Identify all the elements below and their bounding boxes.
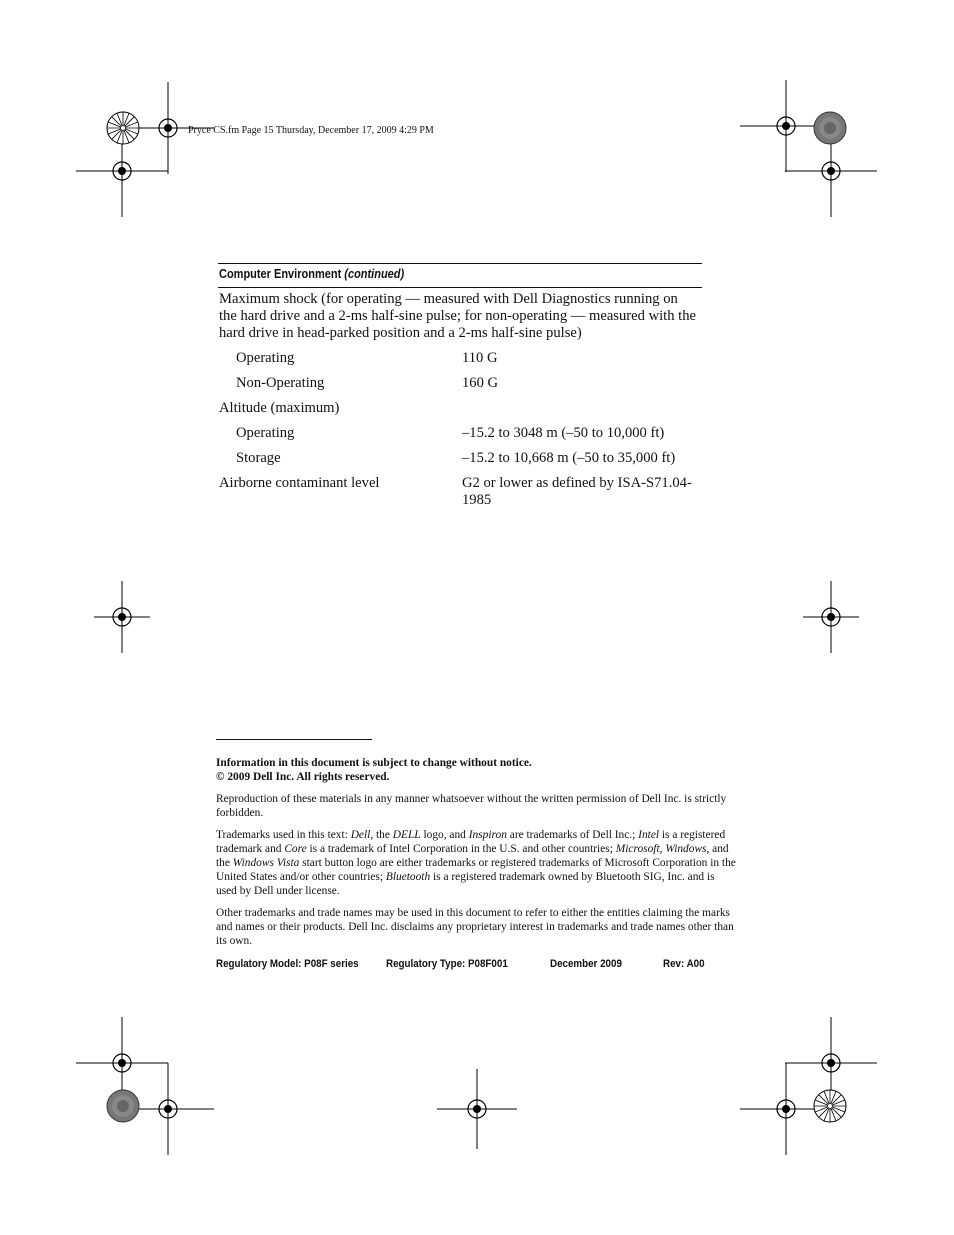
table-header-rule	[218, 287, 702, 288]
table-row-value: 160 G	[462, 375, 499, 391]
trademark-core: Core	[284, 843, 307, 855]
table-title-continued: (continued)	[344, 267, 405, 281]
regulatory-model: Regulatory Model: P08F series	[216, 958, 359, 970]
star-target-icon	[813, 1089, 847, 1123]
table-row-label: Altitude (maximum)	[219, 400, 340, 416]
trademark-intel: Intel	[638, 829, 660, 841]
copyright-text: © 2009 Dell Inc. All rights reserved.	[216, 771, 390, 783]
table-row-label: Non-Operating	[236, 375, 325, 391]
trademarks-text: Trademarks used in this text:	[216, 829, 351, 841]
trademarks-text: is a registered trademark and	[216, 829, 726, 855]
trademark-inspiron: Inspiron	[468, 829, 507, 841]
trademarks-paragraph	[216, 828, 738, 898]
table-title-text: Computer Environment	[219, 267, 342, 281]
trademarks-text: is a trademark of Intel Corporation in the U.S. and other countries;	[306, 843, 616, 855]
trademark-windows: Windows	[665, 843, 707, 855]
trademarks-text: logo, and	[420, 829, 469, 841]
registration-mark-icon	[72, 567, 172, 667]
reproduction-text: Reproduction of these materials in any manner whatsoever without the written permission of Dell Inc. is strictly forbidden.	[216, 793, 727, 819]
trademarks-text: is a registered trademark owned by Bluetooth SIG, Inc. and is used by Dell under license.	[216, 871, 715, 897]
trademark-microsoft: Microsoft,	[615, 843, 663, 855]
trademarks-text: are trademarks of Dell Inc.;	[506, 829, 639, 841]
table-row-value: –15.2 to 3048 m (–50 to 10,000 ft)	[462, 425, 665, 441]
table-row-label: Operating	[236, 425, 295, 441]
table-row-label: Operating	[236, 350, 295, 366]
table-top-rule	[218, 263, 702, 264]
print-slug-line: Pryce CS.fm Page 15 Thursday, December 17, 2009 4:29 PM	[188, 125, 434, 136]
trademarks-text: , the	[370, 829, 393, 841]
trademark-dell: Dell	[350, 829, 371, 841]
trademarks-text: start button logo are either trademarks or registered trademarks of Microsoft Corporation in the United States and/or other countries;	[216, 857, 736, 883]
other-trademarks-text: Other trademarks and trade names may be used in this document to refer to either the entities claiming the marks and names or their products. Dell Inc. disclaims any proprietary interest in trademarks and trade names other than its own.	[216, 907, 734, 947]
publication-date: December 2009	[550, 958, 622, 970]
trademark-bluetooth: Bluetooth	[385, 871, 431, 883]
grey-target-icon	[813, 111, 847, 145]
table-row-label: Airborne contaminant level	[219, 475, 380, 491]
table-row-label: Storage	[236, 450, 281, 466]
notice-text: Information in this document is subject to change without notice.	[216, 757, 532, 769]
trademark-windows-vista: Windows Vista	[232, 857, 300, 869]
table-row-value: 110 G	[462, 350, 498, 366]
regulatory-type: Regulatory Type: P08F001	[386, 958, 508, 970]
footnote-rule	[216, 739, 372, 740]
table-row-label: Maximum shock (for operating — measured with Dell Diagnostics running on the hard drive and a 2-ms half-sine pulse; for non-operating — measured with the hard drive in head-parked position and a 2-ms half-sine pulse)	[219, 291, 696, 341]
star-target-icon	[106, 111, 140, 145]
registration-mark-icon	[781, 567, 881, 667]
table-row-value: G2 or lower as defined by ISA-S71.04-1985	[462, 475, 692, 508]
grey-target-icon	[106, 1089, 140, 1123]
registration-mark-icon	[427, 1059, 527, 1159]
revision: Rev: A00	[663, 958, 705, 970]
table-row-value: –15.2 to 10,668 m (–50 to 35,000 ft)	[462, 450, 676, 466]
trademark-dell-logo: DELL	[392, 829, 421, 841]
trademarks-text: , and the	[216, 843, 729, 869]
table-title	[219, 267, 404, 281]
